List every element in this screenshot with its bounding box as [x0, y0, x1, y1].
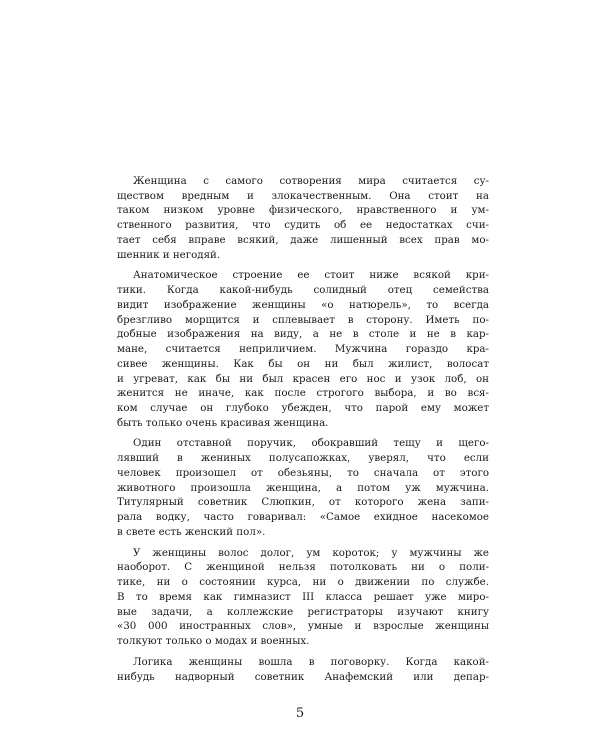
- text-line: Логика женщины вошла в поговорку. Когда какой-: [133, 655, 489, 668]
- paragraph-1: [117, 174, 489, 262]
- text-line: тает себя вправе всякий, даже лишенный всех прав мо-: [117, 233, 489, 246]
- text-line: лявший в жениных полусапожках, уверял, что если: [117, 452, 489, 465]
- paragraph-3: [117, 436, 489, 539]
- text-line: рала водку, часто говаривал: «Самое ехидное насекомое: [117, 511, 489, 524]
- text-line: тике, ни о состоянии курса, ни о движении по службе.: [117, 576, 489, 589]
- text-line: и угреват, как бы ни был красен его нос и узок лоб, он: [117, 372, 489, 385]
- text-line: шенник и негодяй.: [117, 248, 221, 261]
- text-line: сивее женщины. Как бы он ни был жилист, волосат: [117, 357, 489, 370]
- text-line: В то время как гимназист III класса решает уже миро-: [117, 590, 489, 603]
- paragraph-4: [117, 546, 489, 649]
- text-line: нибудь надворный советник Анафемский или депар-: [117, 670, 489, 683]
- text-line: тики. Когда какой-нибудь солидный отец семейства: [117, 284, 489, 297]
- text-line: У женщины волос долог, ум короток; у мужчины же: [133, 546, 489, 559]
- text-line: человек произошел от обезьяны, то сначала от этого: [117, 466, 489, 479]
- text-line: таком низком уровне физического, нравственного и ум-: [117, 204, 489, 217]
- text-line: толкуют только о модах и военных.: [117, 635, 310, 648]
- text-line: в свете есть женский пол».: [117, 525, 266, 538]
- paragraph-5: [117, 655, 489, 684]
- body-text: [117, 174, 489, 684]
- text-line: наоборот. С женщиной нельзя потолковать ни о поли-: [117, 561, 489, 574]
- page-number: 5: [295, 706, 305, 721]
- text-line: Женщина с самого сотворения мира считается су-: [133, 175, 489, 187]
- text-line: быть только очень красивая женщина.: [117, 416, 329, 429]
- text-line: «30 000 иностранных слов», умные и взрослые женщины: [117, 620, 489, 633]
- text-line: мане, считается неприличием. Мужчина гораздо кра-: [117, 343, 489, 356]
- text-line: ществом вредным и злокачественным. Она стоит на: [117, 189, 489, 202]
- text-line: видит изображение женщины «о натюрель», то всегда: [117, 298, 489, 311]
- text-line: ком случае он глубоко убежден, что парой ему может: [117, 402, 489, 415]
- text-line: Титулярный советник Слюпкин, от которого жена запи-: [117, 496, 489, 509]
- text-line: брезгливо морщится и сплевывает в сторону. Иметь по-: [117, 313, 489, 326]
- text-line: женится не иначе, как после строгого выбора, и во вся-: [117, 387, 489, 400]
- text-line: животного произошла женщина, а потом уж мужчина.: [117, 481, 489, 494]
- paragraph-2: [117, 268, 489, 430]
- text-line: ственного развития, что судить об ее недостатках счи-: [117, 219, 489, 232]
- text-line: Анатомическое строение ее стоит ниже всякой кри-: [133, 269, 489, 282]
- text-line: добные изображения на виду, а не в столе и не в кар-: [117, 328, 489, 341]
- text-line: вые задачи, а коллежские регистраторы изучают книгу: [117, 605, 489, 618]
- text-line: Один отставной поручик, обокравший тещу и щего-: [133, 437, 489, 450]
